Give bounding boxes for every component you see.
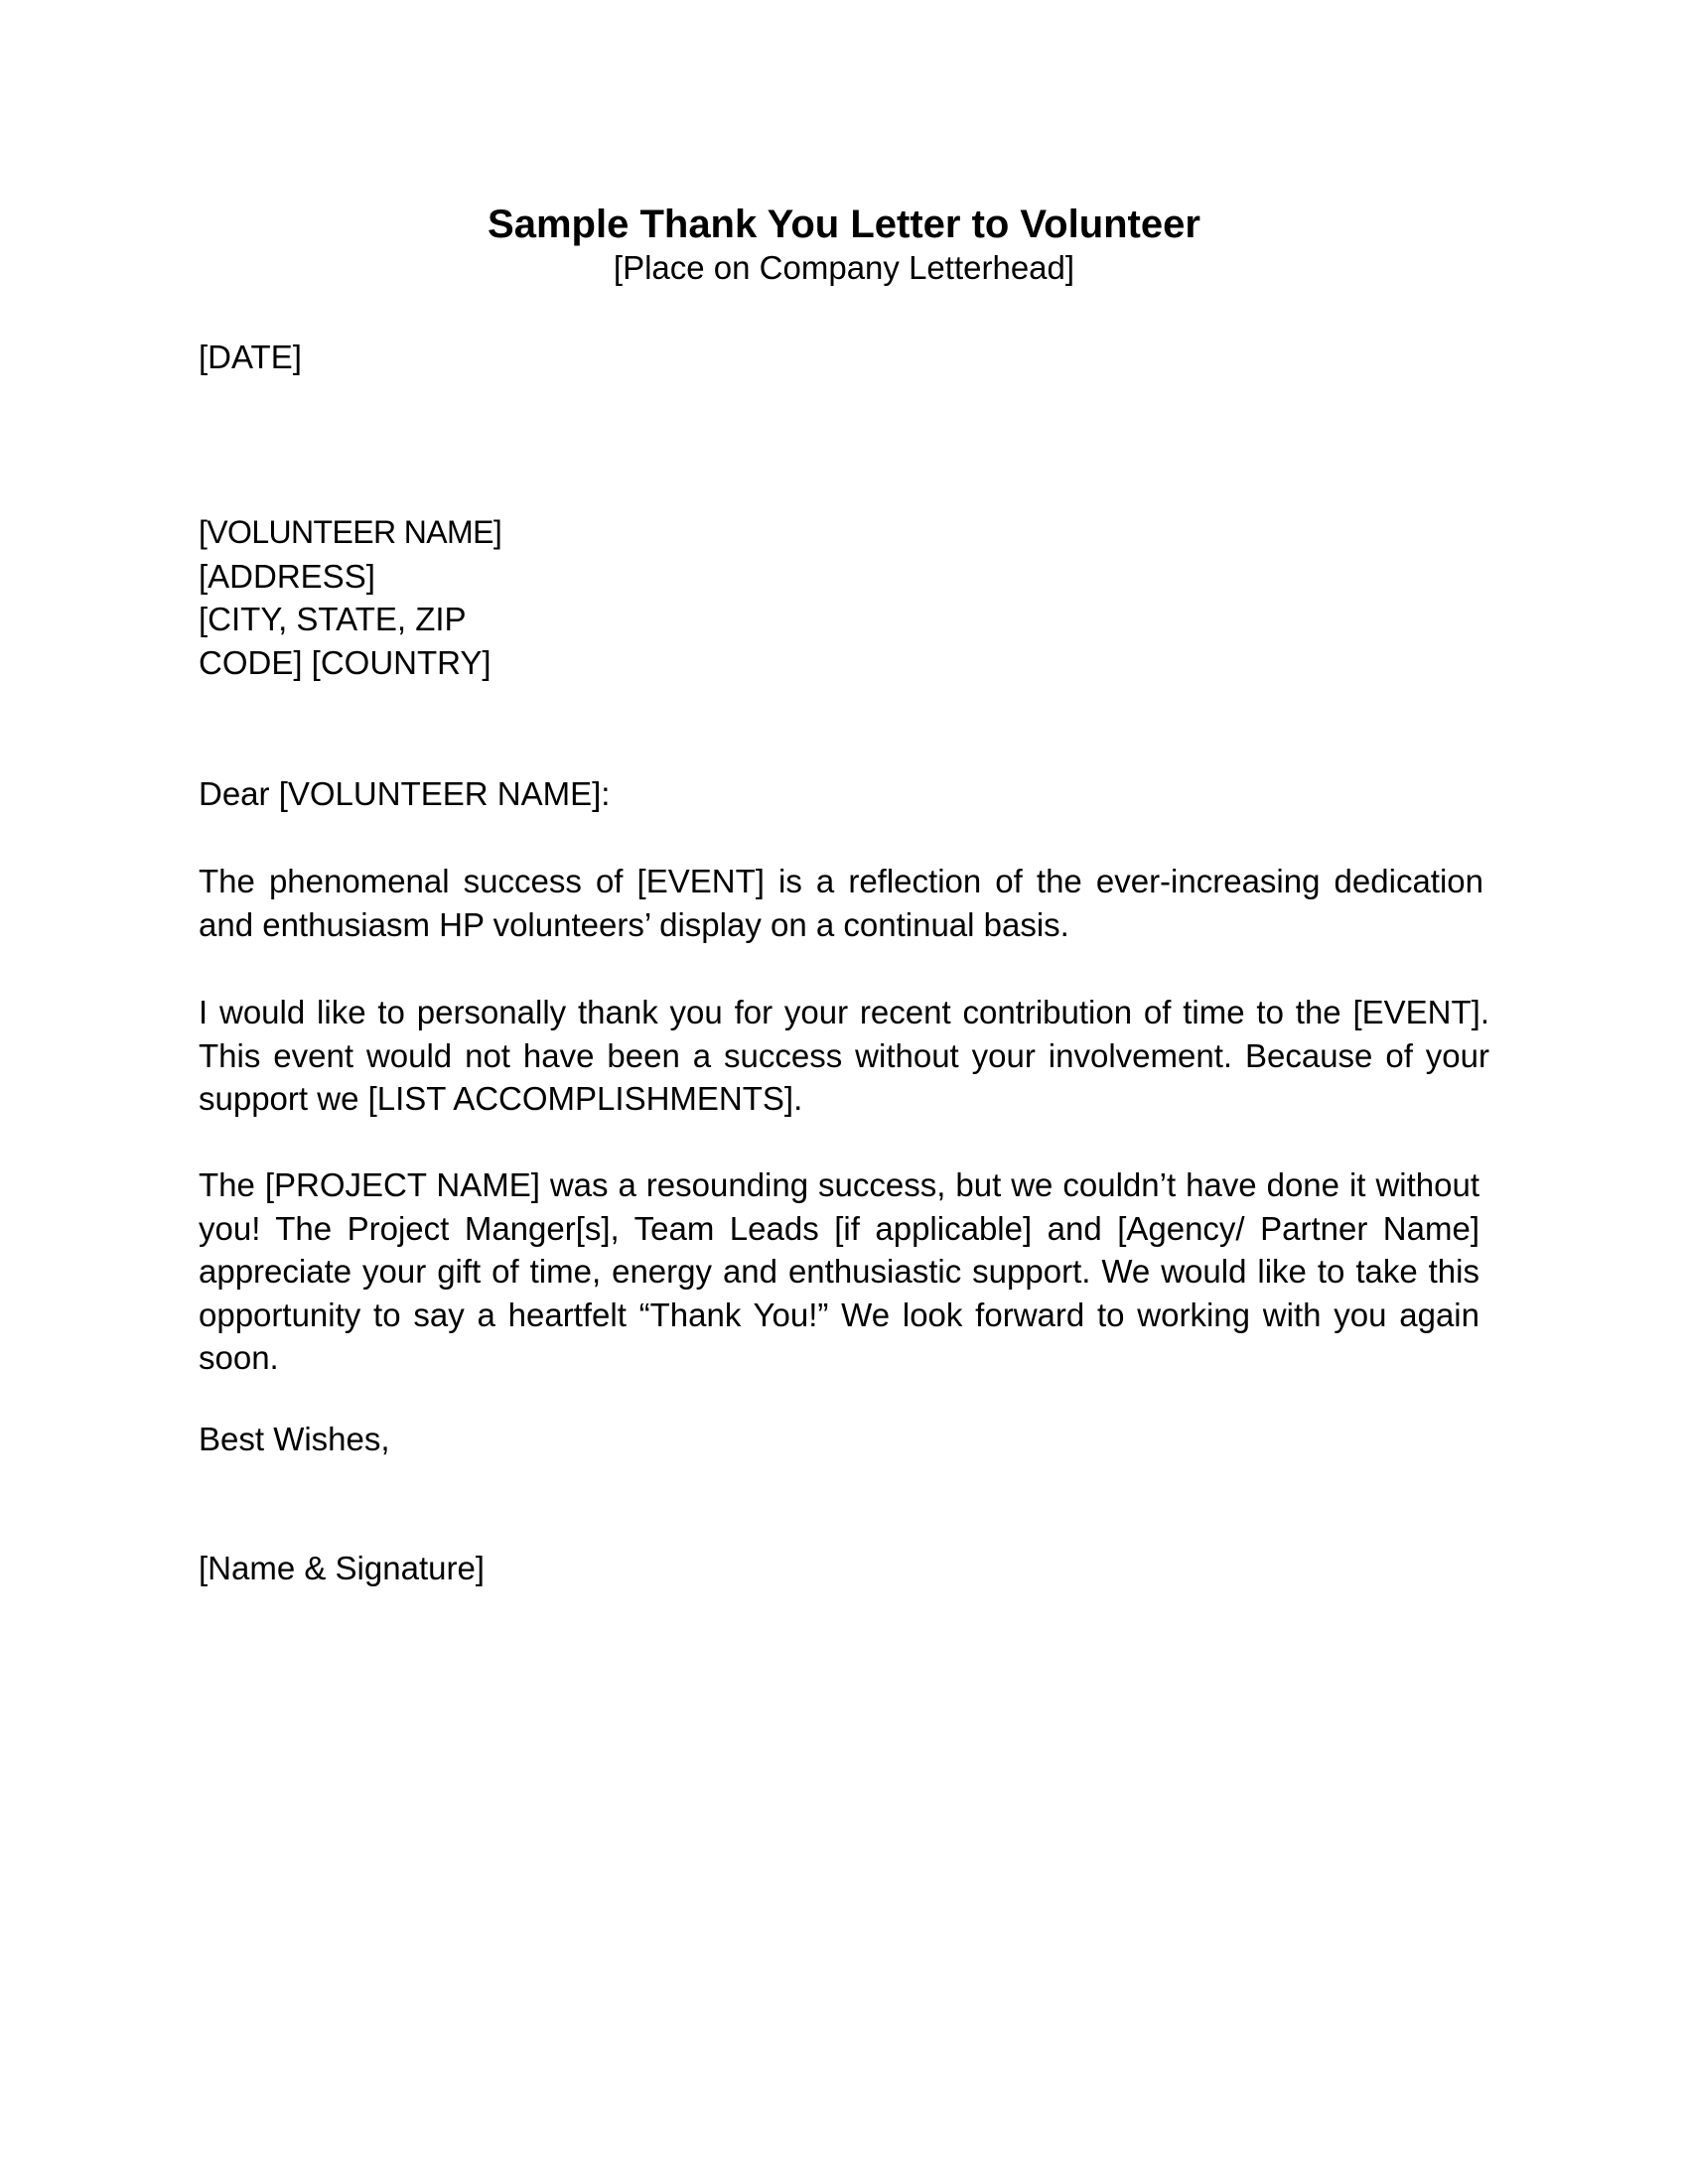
body-paragraph-2: I would like to personally thank you for your recent contribution of time to the [EVENT]. This event would not have been a success without your involvement. Because of your support we [LIST ACCOMPLISHMENTS].	[199, 994, 1489, 1117]
recipient-city-line-2: CODE] [COUNTRY]	[199, 643, 492, 681]
letter-date: [DATE]	[199, 339, 302, 375]
recipient-address: [ADDRESS]	[199, 557, 375, 595]
letter-subtitle: [Place on Company Letterhead]	[613, 249, 1075, 286]
letter-title: Sample Thank You Letter to Volunteer	[488, 203, 1200, 246]
letter-salutation: Dear [VOLUNTEER NAME]:	[199, 775, 611, 812]
body-paragraph-1: The phenomenal success of [EVENT] is a reflection of the ever-increasing dedication and enthusiasm HP volunteers’ display on a continual basis.	[199, 863, 1483, 943]
recipient-city-line-1: [CITY, STATE, ZIP	[199, 601, 467, 637]
letter-closing: Best Wishes,	[199, 1421, 390, 1457]
letter-signature: [Name & Signature]	[199, 1550, 485, 1586]
recipient-address-block	[199, 511, 501, 684]
recipient-name: [VOLUNTEER NAME]	[199, 514, 502, 550]
body-paragraph-3: The [PROJECT NAME] was a resounding success, but we couldn’t have done it without you! The Project Manger[s], Team Leads [if applicable] and [Agency/ Partner Name] appreciate your gift of time, energy and enthusiastic support. We would like to take this opportunity to say a heartfelt “Thank You!” We look forward to working with you again soon.	[199, 1166, 1479, 1376]
